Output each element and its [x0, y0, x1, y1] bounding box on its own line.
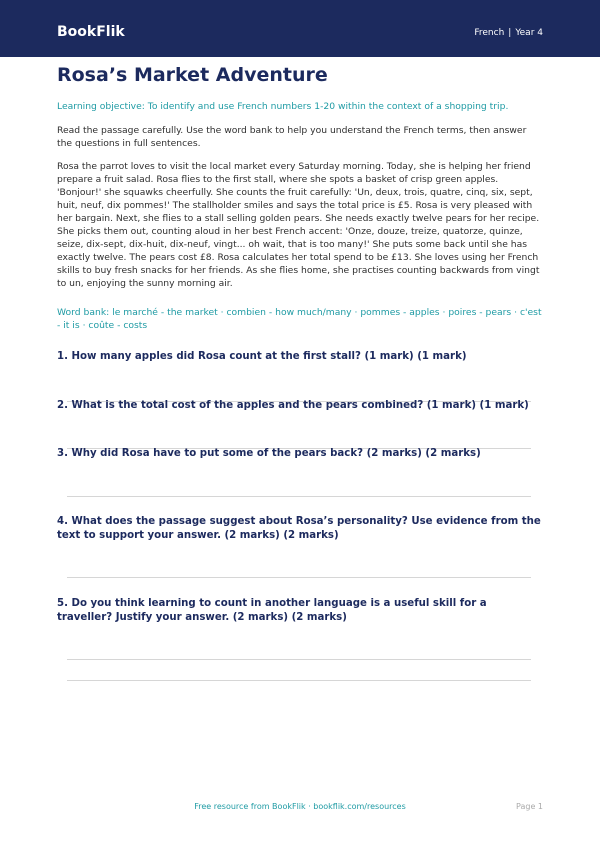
- page-number: Page 1: [516, 802, 543, 811]
- learning-objective: Learning objective: To identify and use French numbers 1-20 within the context of a shopping trip.: [57, 101, 509, 112]
- year-label: Year 4: [515, 28, 543, 38]
- question-4: 4. What does the passage suggest about Rosa’s personality? Use evidence from the text to support your answer. (2 marks) (2 marks): [57, 516, 541, 541]
- subject-label: French: [474, 28, 505, 38]
- instructions-text: Read the passage carefully. Use the word bank to help you understand the French terms, then answer the questions in full sentences.: [57, 125, 527, 149]
- question-5: 5. Do you think learning to count in another language is a useful skill for a traveller? Justify your answer. (2 marks) (2 marks): [57, 598, 487, 623]
- footer-source: Free resource from BookFlik · bookflik.com/resources: [194, 802, 406, 811]
- answer-line[interactable]: [67, 659, 531, 660]
- answer-line[interactable]: [67, 680, 531, 681]
- page-title: Rosa’s Market Adventure: [57, 64, 328, 86]
- page-header: [0, 0, 600, 57]
- subject-separator: |: [508, 28, 512, 38]
- word-bank: Word bank: le marché - the market · combien - how much/many · pommes - apples · poires - pears · c'est - it is · coûte - costs: [57, 307, 542, 331]
- subject-year-label: [474, 28, 543, 38]
- answer-line[interactable]: [67, 577, 531, 578]
- brand-logo-text: BookFlik: [57, 24, 125, 40]
- question-3: 3. Why did Rosa have to put some of the pears back? (2 marks) (2 marks): [57, 448, 481, 459]
- question-1: 1. How many apples did Rosa count at the first stall? (1 mark) (1 mark): [57, 351, 467, 362]
- answer-line[interactable]: [67, 496, 531, 497]
- reading-passage: Rosa the parrot loves to visit the local market every Saturday morning. Today, she is helping her friend prepare a fruit salad. Rosa flies to the first stall, where she spots a basket of crisp green apples. 'Bonjour!' she squawks cheerfully. She counts the fruit carefully: 'Un, deux, trois, quatre, cinq, six, sept, huit, neuf, dix pommes!' The stallholder smiles and says the total price is £5. Rosa is very pleased with her bargain. Next, she flies to a stall selling golden pears. She needs exactly twelve pears for her recipe. She picks them out, counting aloud in her best French accent: 'Onze, douze, treize, quatorze, quinze, seize, dix-sept, dix-huit, dix-neuf, vingt... oh wait, that is too many!' She puts some back until she has exactly twelve. The pears cost £8. Rosa calculates her total spend to be £13. She loves using her French skills to buy fresh snacks for her friends. As she flies home, she practises counting backwards from vingt to un, enjoying the sunny morning air.: [57, 161, 540, 289]
- question-2: 2. What is the total cost of the apples and the pears combined? (1 mark) (1 mark): [57, 400, 529, 411]
